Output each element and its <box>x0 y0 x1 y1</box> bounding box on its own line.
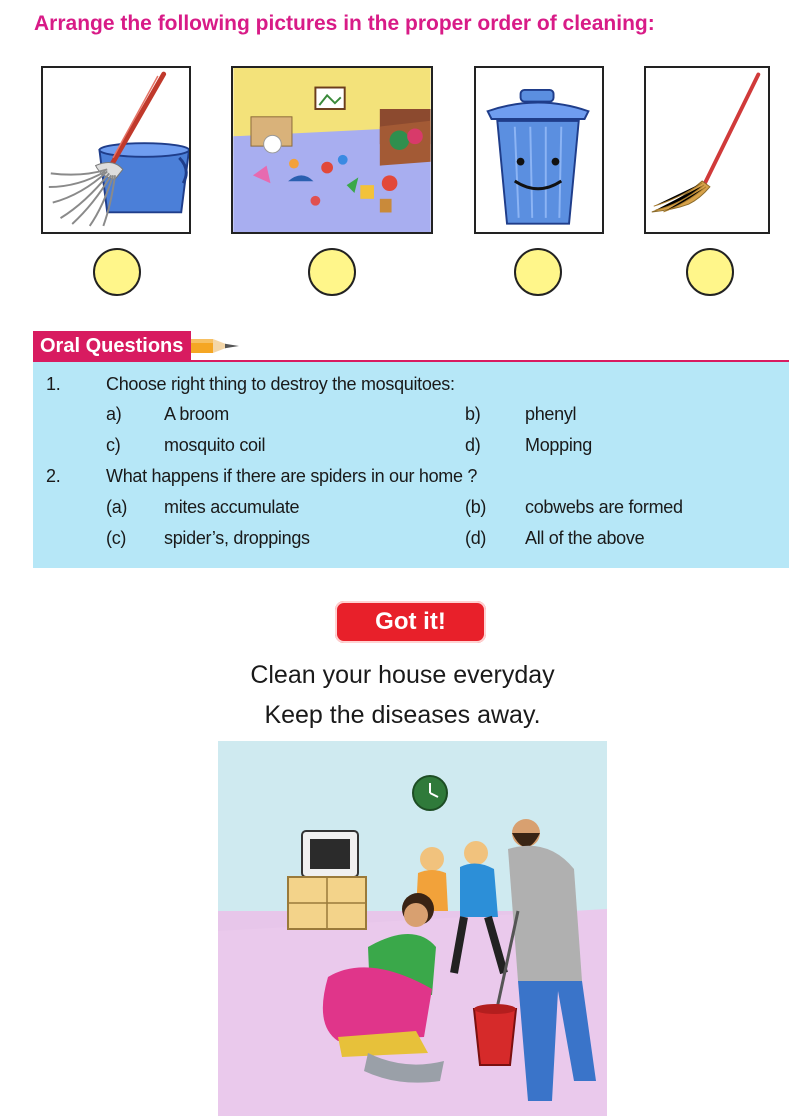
q2-option-a-key: (a) <box>106 497 128 517</box>
order-circle-4[interactable] <box>686 248 734 296</box>
broom-icon <box>646 68 768 232</box>
q2-option-d-text[interactable]: All of the above <box>525 528 645 548</box>
q1-option-b-text[interactable]: phenyl <box>525 404 577 424</box>
q2-option-b-key: (b) <box>465 497 487 517</box>
pencil-icon <box>191 331 239 361</box>
oral-questions-banner <box>33 331 239 361</box>
picture-dustbin <box>474 66 604 234</box>
picture-messy-room <box>231 66 433 234</box>
q2-option-b-text[interactable]: cobwebs are formed <box>525 497 683 517</box>
q2-option-d-key: (d) <box>465 528 487 548</box>
q1-option-c-key: c) <box>106 435 121 455</box>
q2-option-a-text[interactable]: mites accumulate <box>164 497 300 517</box>
got-it-button[interactable]: Got it! <box>335 601 486 643</box>
family-cleaning-illustration <box>218 741 607 1116</box>
oral-questions-box <box>33 362 789 568</box>
q1-option-a-text[interactable]: A broom <box>164 404 229 424</box>
slogan-line-1: Clean your house everyday <box>250 661 555 689</box>
slogan-line-2: Keep the diseases away. <box>264 701 541 729</box>
q1-option-a-key: a) <box>106 404 122 424</box>
question-1-number: 1. <box>46 374 61 394</box>
family-cleaning-icon <box>218 741 607 1116</box>
q2-option-c-key: (c) <box>106 528 127 548</box>
q1-option-c-text[interactable]: mosquito coil <box>164 435 266 455</box>
order-circle-3[interactable] <box>514 248 562 296</box>
dustbin-icon <box>476 68 602 232</box>
question-1-text: Choose right thing to destroy the mosquitoes: <box>106 374 455 394</box>
q1-option-d-text[interactable]: Mopping <box>525 435 592 455</box>
q1-option-b-key: b) <box>465 404 481 424</box>
question-2-number: 2. <box>46 466 61 486</box>
picture-broom <box>644 66 770 234</box>
order-circle-2[interactable] <box>308 248 356 296</box>
question-2-text: What happens if there are spiders in our home ? <box>106 466 478 486</box>
q1-option-d-key: d) <box>465 435 481 455</box>
oral-questions-label: Oral Questions <box>33 331 191 361</box>
order-circle-1[interactable] <box>93 248 141 296</box>
q2-option-c-text[interactable]: spider’s, droppings <box>164 528 310 548</box>
picture-mop-bucket <box>41 66 191 234</box>
messy-room-icon <box>233 68 431 232</box>
instruction-heading: Arrange the following pictures in the proper order of cleaning: <box>34 12 655 35</box>
mop-bucket-icon <box>43 68 189 232</box>
